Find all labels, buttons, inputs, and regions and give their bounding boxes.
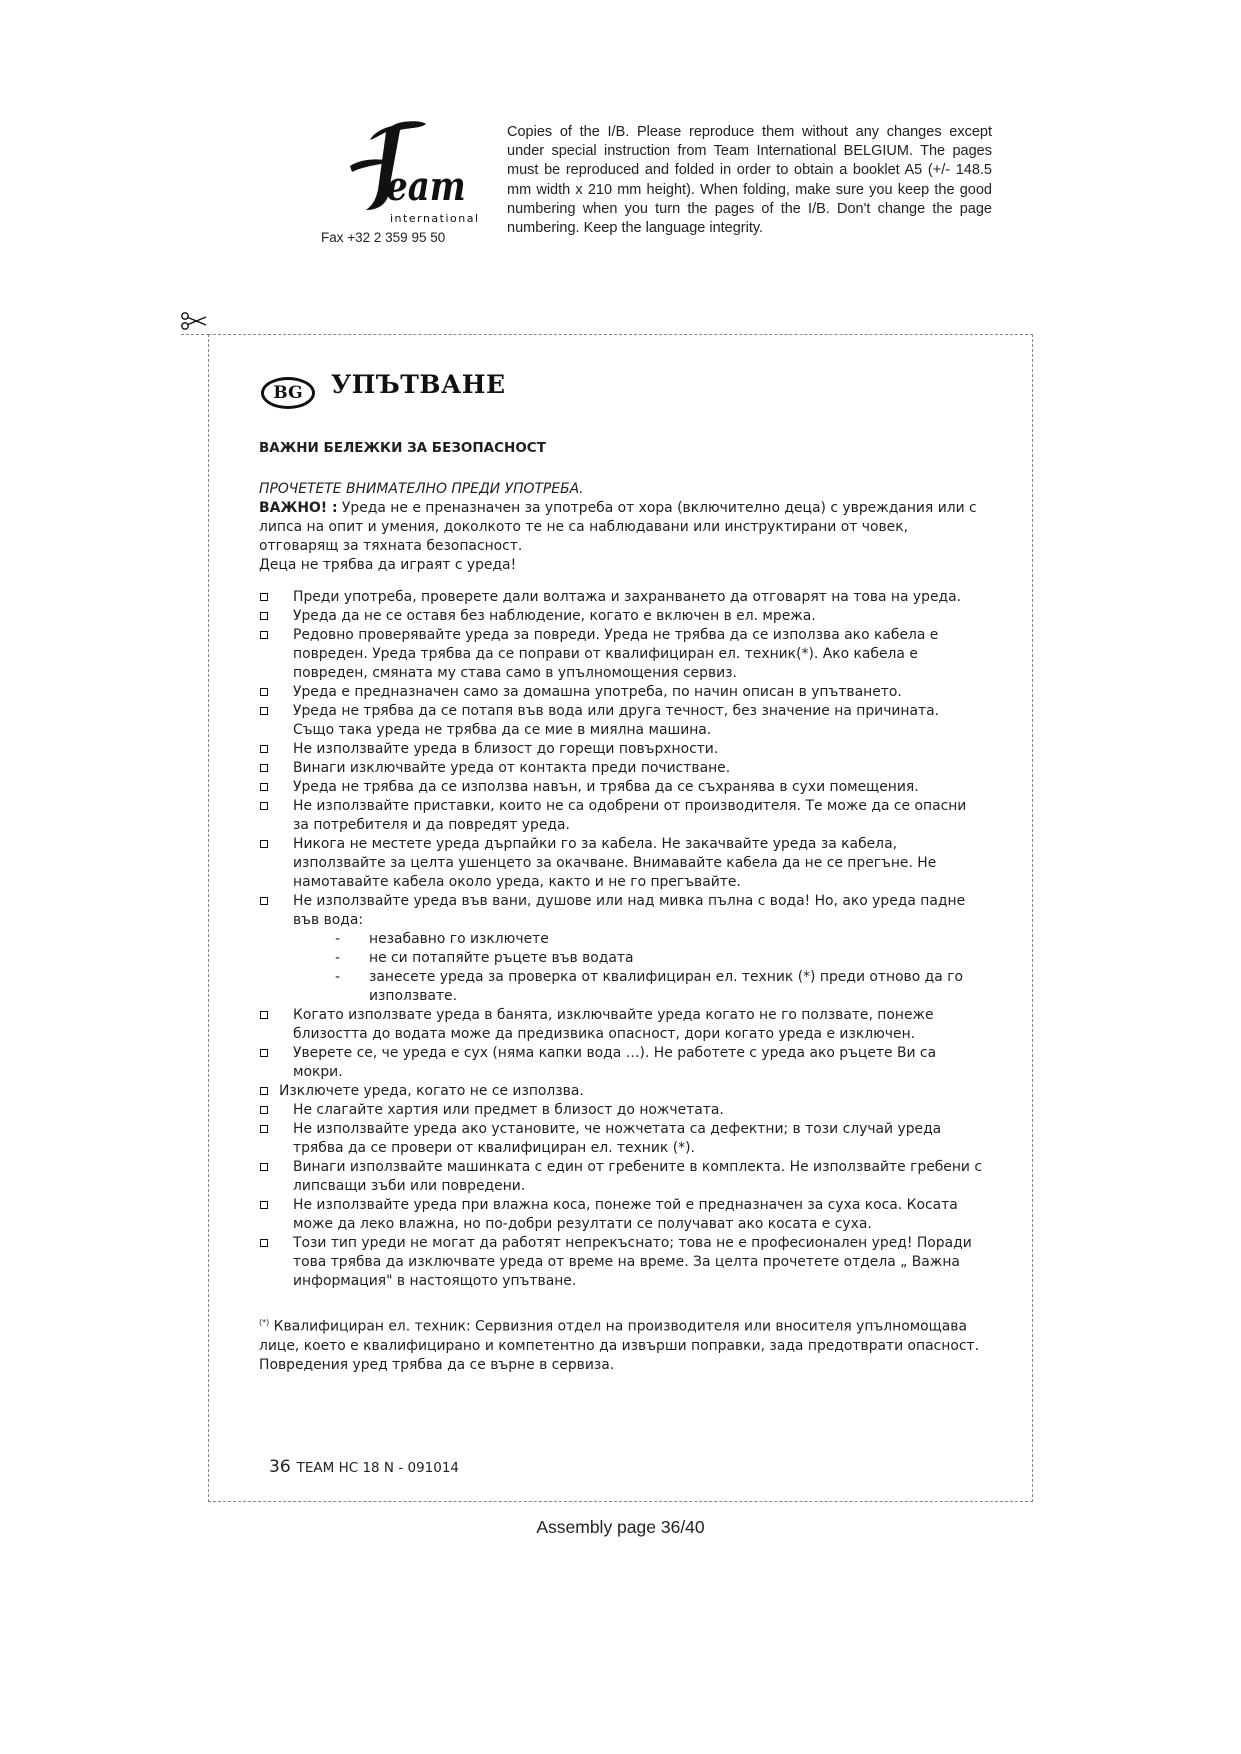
- checkbox-bullet-icon: [260, 593, 268, 601]
- list-item: Уреда не трябва да се използва навън, и трябва да се съхранява в сухи помещения.: [259, 778, 984, 797]
- team-international-logo: [330, 118, 480, 228]
- important-label: ВАЖНО! :: [259, 500, 338, 516]
- list-item: Изключете уреда, когато не се използва.: [259, 1082, 984, 1101]
- list-item: Не използвайте уреда във вани, душове или над мивка пълна с вода! Но, ако уреда падне във вода: - незабавно го изключете - не си потапяйте ръцете във водата - занесете уреда за проверка от квалифициран ел. техник (*) преди отново да го използвате.: [259, 892, 984, 1006]
- safety-content: [259, 439, 984, 1375]
- section-heading: ВАЖНИ БЕЛЕЖКИ ЗА БЕЗОПАСНОСТ: [259, 440, 546, 456]
- list-item: Винаги изключвайте уреда от контакта преди почистване.: [259, 759, 984, 778]
- checkbox-bullet-icon: [260, 1011, 268, 1019]
- list-item: Не използвайте уреда в близост до горещи повърхности.: [259, 740, 984, 759]
- important-paragraph: [259, 499, 984, 556]
- checkbox-bullet-icon: [260, 612, 268, 620]
- language-badge: BG: [261, 377, 315, 409]
- list-item: Не използвайте уреда ако установите, че ножчетата са дефектни; в този случай уреда трябва да се провери от квалифициран ел. техник (*).: [259, 1120, 984, 1158]
- page-footer: [269, 1457, 459, 1477]
- checkbox-bullet-icon: [260, 783, 268, 791]
- list-item: Когато използвате уреда в банята, изключвайте уреда когато не го ползвате, понеже близостта до водата може да предизвика опасност, дори когато уреда е изключен.: [259, 1006, 984, 1044]
- important-text: Уреда не е преназначен за употреба от хора (включително деца) с увреждания или с липса на опит и умения, доколкото те не са наблюдавани или инструктирани от човек, отговарящ за тяхната безопасност.: [259, 500, 977, 554]
- checkbox-bullet-icon: [260, 1049, 268, 1057]
- list-item: Уреда не трябва да се потапя във вода или друга течност, без значение на причината. Също така уреда не трябва да се мие в миялна машина.: [259, 702, 984, 740]
- water-step: - занесете уреда за проверка от квалифициран ел. техник (*) преди отново да го използвате.: [335, 969, 963, 1004]
- checkbox-bullet-icon: [260, 1163, 268, 1171]
- page-number: 36: [269, 1457, 291, 1477]
- checkbox-bullet-icon: [260, 745, 268, 753]
- water-step: - не си потапяйте ръцете във водата: [335, 950, 634, 966]
- checkbox-bullet-icon: [260, 707, 268, 715]
- scissors-icon: [180, 310, 210, 332]
- checkbox-bullet-icon: [260, 802, 268, 810]
- water-steps-list: [293, 930, 984, 1006]
- checkbox-bullet-icon: [260, 688, 268, 696]
- team-logo-icon: [330, 118, 480, 228]
- cut-line: [181, 334, 209, 335]
- checkbox-bullet-icon: [260, 631, 268, 639]
- checkbox-bullet-icon: [260, 764, 268, 772]
- list-item: Не слагайте хартия или предмет в близост до ножчетата.: [259, 1101, 984, 1120]
- checkbox-bullet-icon: [260, 840, 268, 848]
- checkbox-bullet-icon: [260, 1201, 268, 1209]
- checkbox-bullet-icon: [260, 1087, 268, 1095]
- list-item: Уверете се, че уреда е сух (няма капки вода …). Не работете с уреда ако ръцете Ви са мокри.: [259, 1044, 984, 1082]
- safety-list: [259, 588, 984, 1291]
- list-item: Уреда да не се оставя без наблюдение, когато е включен в ел. мрежа.: [259, 607, 984, 626]
- assembly-page-label: Assembly page 36/40: [536, 1517, 705, 1537]
- svg-text:eam: eam: [386, 162, 466, 210]
- list-item: Винаги използвайте машинката с един от гребените в комплекта. Не използвайте гребени с липсващи зъби или повредени.: [259, 1158, 984, 1196]
- checkbox-bullet-icon: [260, 1106, 268, 1114]
- list-item: Уреда е предназначен само за домашна употреба, по начин описан в упътването.: [259, 683, 984, 702]
- model-code: TEAM HC 18 N - 091014: [296, 1460, 460, 1476]
- checkbox-bullet-icon: [260, 1125, 268, 1133]
- svg-text:international: international: [390, 212, 480, 225]
- list-item: Преди употреба, проверете дали волтажа и захранването да отговарят на това на уреда.: [259, 588, 984, 607]
- print-instructions: Copies of the I/B. Please reproduce them without any changes except under special instruction from Team International BELGIUM. The pages must be reproduced and folded in order to obtain a booklet A5 (+/- 148.5 mm width x 210 mm height). When folding, make sure you keep the good numbering when you turn the pages of the I/B. Don't change the page numbering. Keep the language integrity.: [507, 124, 992, 237]
- checkbox-bullet-icon: [260, 897, 268, 905]
- footnote-mark: (*): [259, 1318, 270, 1327]
- read-carefully-note: ПРОЧЕТЕТЕ ВНИМАТЕЛНО ПРЕДИ УПОТРЕБА.: [259, 481, 584, 497]
- document-title: УПЪТВАНЕ: [331, 370, 506, 399]
- footnote-text: Квалифициран ел. техник: Сервизния отдел на производителя или вносителя упълномощава лице, което е квалифицирано и компетентно да извърши поправки, зада предотврати опасност. Повредения уред трябва да се върне в сервиза.: [259, 1318, 980, 1373]
- list-item: Този тип уреди не могат да работят непрекъснато; това не е професионален уред! Поради това трябва да изключвате уреда от време на време. За целта прочетете отдела „ Важна информация" в настоящото упътване.: [259, 1234, 984, 1291]
- water-step: - незабавно го изключете: [335, 931, 549, 947]
- list-item: Редовно проверявайте уреда за повреди. Уреда не трябва да се използва ако кабела е повреден. Уреда трябва да се поправи от квалифициран ел. техник(*). Ако кабела е повреден, смяната му става само в упълномощения сервиз.: [259, 626, 984, 683]
- fax-number: Fax +32 2 359 95 50: [321, 230, 446, 245]
- list-item: Не използвайте уреда при влажна коса, понеже той е предназначен за суха коса. Косата може да леко влажна, но по-добри резултати се получават ако косата е суха.: [259, 1196, 984, 1234]
- list-item: Не използвайте приставки, които не са одобрени от производителя. Те може да се опасни за потребителя и да повредят уреда.: [259, 797, 984, 835]
- list-item: Никога не местете уреда дърпайки го за кабела. Не закачвайте уреда за кабела, използвайте за целта ушенцето за окачване. Внимавайте кабела да не се прегъне. Не намотавайте кабела около уреда, както и не го прегъвайте.: [259, 835, 984, 892]
- manual-page-frame: [208, 334, 1033, 1502]
- children-note: Деца не трябва да играят с уреда!: [259, 557, 517, 573]
- checkbox-bullet-icon: [260, 1239, 268, 1247]
- intro-block: [259, 480, 984, 575]
- footnote: [259, 1313, 984, 1375]
